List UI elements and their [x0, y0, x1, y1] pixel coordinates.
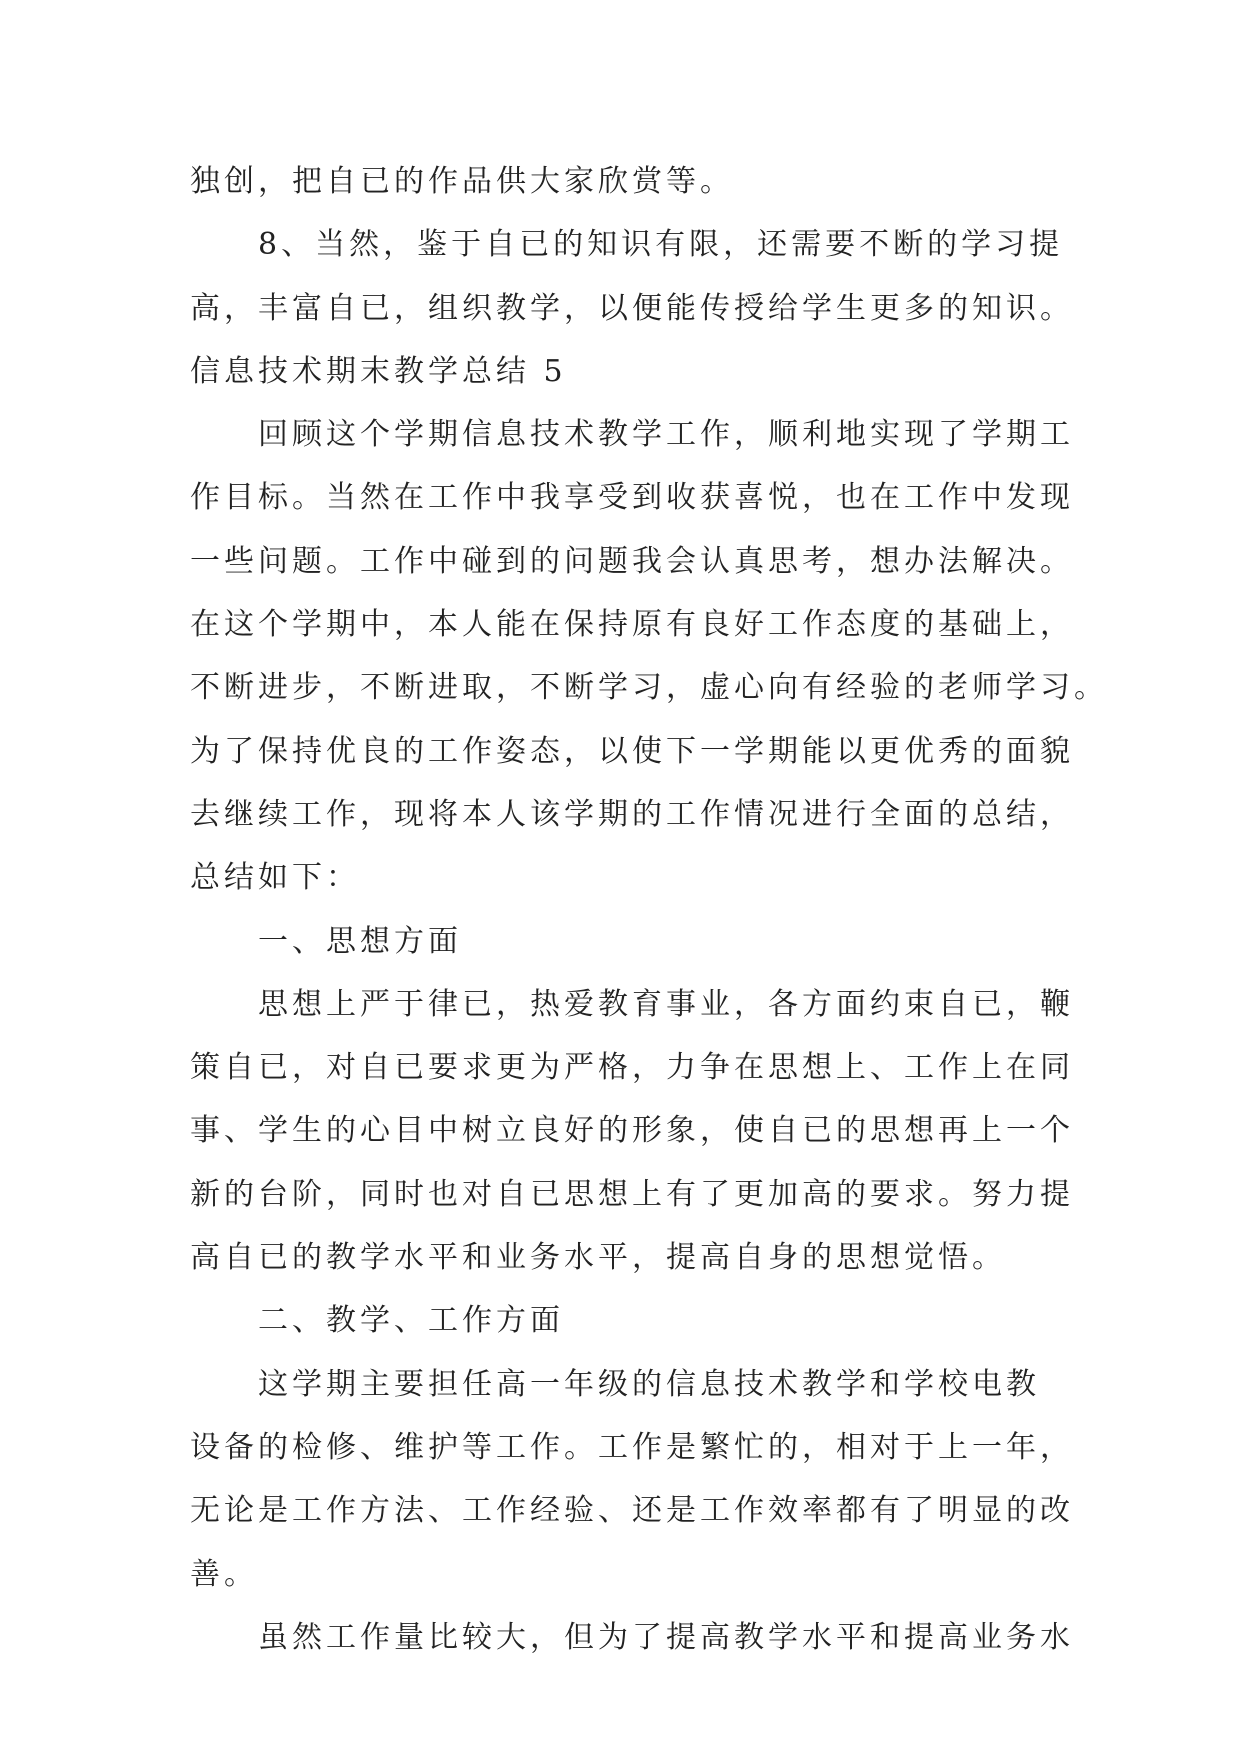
text-line: 思想上严于律已，热爱教育事业，各方面约束自已，鞭 [258, 986, 1074, 1022]
text-line: 一、思想方面 [258, 923, 462, 959]
text-line: 事、学生的心目中树立良好的形象，使自已的思想再上一个 [190, 1113, 1074, 1149]
text-line: 二、教学、工作方面 [258, 1303, 564, 1339]
text-line: 总结如下： [190, 860, 360, 896]
document-body [190, 150, 1108, 1669]
text-line: 作目标。当然在工作中我享受到收获喜悦，也在工作中发现 [190, 480, 1074, 516]
text-line: 虽然工作量比较大，但为了提高教学水平和提高业务水 [258, 1619, 1074, 1655]
text-line: 一些问题。工作中碰到的问题我会认真思考，想办法解决。 [190, 543, 1074, 579]
text-line: 善。 [190, 1556, 258, 1592]
text-line: 去继续工作，现将本人该学期的工作情况进行全面的总结， [190, 796, 1074, 832]
text-line: 策自已，对自已要求更为严格，力争在思想上、工作上在同 [190, 1050, 1074, 1086]
text-line: 这学期主要担任高一年级的信息技术教学和学校电教 [258, 1366, 1040, 1402]
text-line: 信息技术期末教学总结 5 [190, 353, 567, 389]
text-line: 高自已的教学水平和业务水平，提高自身的思想觉悟。 [190, 1240, 1006, 1276]
text-line: 不断进步，不断进取，不断学习，虚心向有经验的老师学习。 [190, 670, 1108, 706]
text-line: 新的台阶，同时也对自已思想上有了更加高的要求。努力提 [190, 1176, 1074, 1212]
text-line: 为了保持优良的工作姿态，以使下一学期能以更优秀的面貌 [190, 733, 1074, 769]
text-line: 无论是工作方法、工作经验、还是工作效率都有了明显的改 [190, 1493, 1074, 1529]
text-line: 回顾这个学期信息技术教学工作，顺利地实现了学期工 [258, 417, 1074, 453]
text-line: 独创，把自已的作品供大家欣赏等。 [190, 164, 734, 199]
text-line: 设备的检修、维护等工作。工作是繁忙的，相对于上一年， [190, 1429, 1074, 1465]
text-line: 高，丰富自已，组织教学，以便能传授给学生更多的知识。 [190, 290, 1074, 326]
text-line: 8、当然，鉴于自已的知识有限，还需要不断的学习提 [258, 227, 1064, 263]
text-line: 在这个学期中，本人能在保持原有良好工作态度的基础上， [190, 607, 1074, 643]
